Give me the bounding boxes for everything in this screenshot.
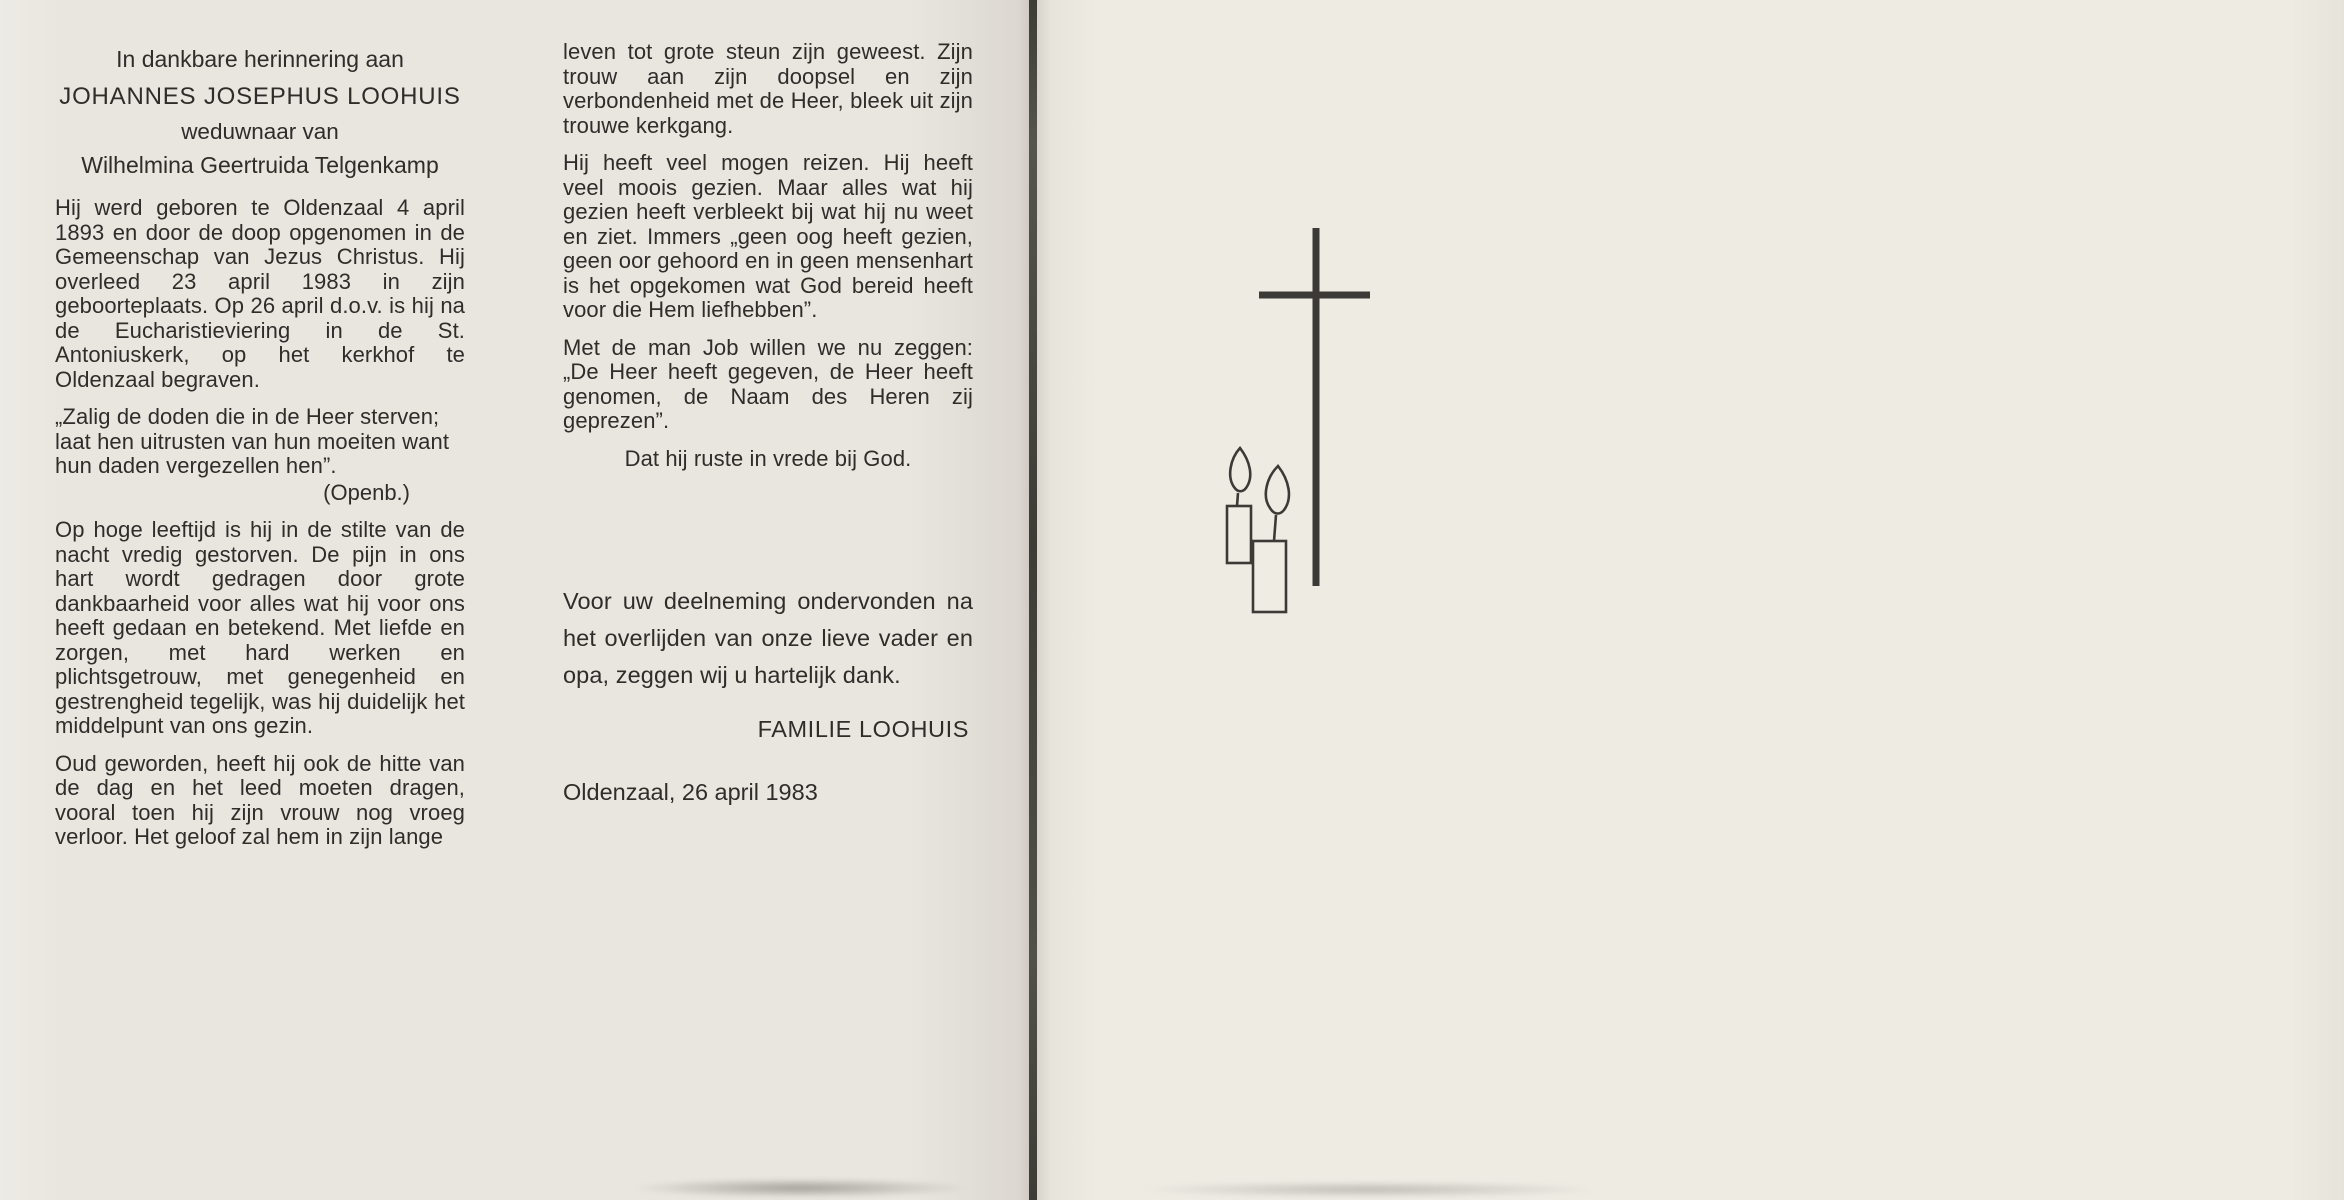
paragraph-job-quote: Met de man Job willen we nu zeggen: „De Heer heeft gegeven, de Heer heeft genomen, de Naam des Heren zij geprezen”. [563, 334, 973, 433]
flame-icon [1266, 466, 1289, 514]
scan-artifact [630, 1178, 970, 1198]
cross-and-candles-illustration [1037, 0, 2344, 1200]
candles-icon [1227, 448, 1289, 612]
text-column-right [563, 40, 973, 806]
family-signature: FAMILIE LOOHUIS [757, 716, 969, 742]
scripture-quote: „Zalig de doden die in de Heer sterven; laat hen uitrusten van hun moeiten want hun daden vergezellen hen”. [55, 404, 450, 478]
paragraph-faith: leven tot grote steun zijn geweest. Zijn trouw aan zijn doopsel en zijn verbondenheid met de Heer, bleek uit zijn trouwe kerkgang. [563, 39, 973, 138]
card-fold-line [1029, 0, 1037, 1200]
acknowledgement-paragraph: Voor uw deelneming ondervonden na het overlijden van onze lieve vader en opa, zeggen wij u hartelijk dank. [563, 588, 973, 688]
paragraph-old-age: Oud geworden, heeft hij ook de hitte van de dag en het leed moeten dragen, vooral toen hij zijn vrouw nog vroeg verloor. Het geloof zal hem in zijn lange [55, 750, 465, 849]
text-column-left [55, 46, 465, 863]
card-inner-page [0, 0, 1029, 1200]
relation-line: weduwnaar van [181, 119, 339, 144]
paragraph-travel: Hij heeft veel mogen reizen. Hij heeft veel moois gezien. Maar alles wat hij gezien heeft verbleekt bij wat hij nu weet en ziet. Immers „geen oog heeft gezien, geen oor gehoord en in geen mensenhart is het opgekomen wat God bereid heeft voor die Hem liefhebben”. [563, 150, 973, 322]
flame-icon [1230, 448, 1250, 491]
intro-line: In dankbare herinnering aan [116, 46, 404, 72]
paragraph-birth-death: Hij werd geboren te Oldenzaal 4 april 1893 en door de doop opgenomen in de Gemeenschap van Jezus Christus. Hij overleed 23 april 1983 in zijn geboorteplaats. Op 26 april d.o.v. is hij na de Eucharistieviering in de St. Antoniuskerk, op het kerkhof te Oldenzaal begraven. [55, 195, 465, 392]
prayer-line: Dat hij ruste in vrede bij God. [624, 445, 912, 471]
scan-artifact [1140, 1181, 1600, 1198]
spouse-name: Wilhelmina Geertruida Telgenkamp [81, 152, 439, 178]
paragraph-memory: Op hoge leeftijd is hij in de stilte van de nacht vredig gestorven. De pijn in ons hart wordt gedragen door grote dankbaarheid voor alles wat hij voor ons heeft gedaan en betekend. Met liefde en zorgen, met hard werken en plichtsgetrouw, met genegenheid en gestrengheid tegelijk, was hij duidelijk het middelpunt van ons gezin. [55, 517, 465, 738]
place-date-line: Oldenzaal, 26 april 1983 [563, 779, 818, 805]
scripture-source: (Openb.) [323, 479, 410, 505]
deceased-name: JOHANNES JOSEPHUS LOOHUIS [59, 83, 461, 110]
